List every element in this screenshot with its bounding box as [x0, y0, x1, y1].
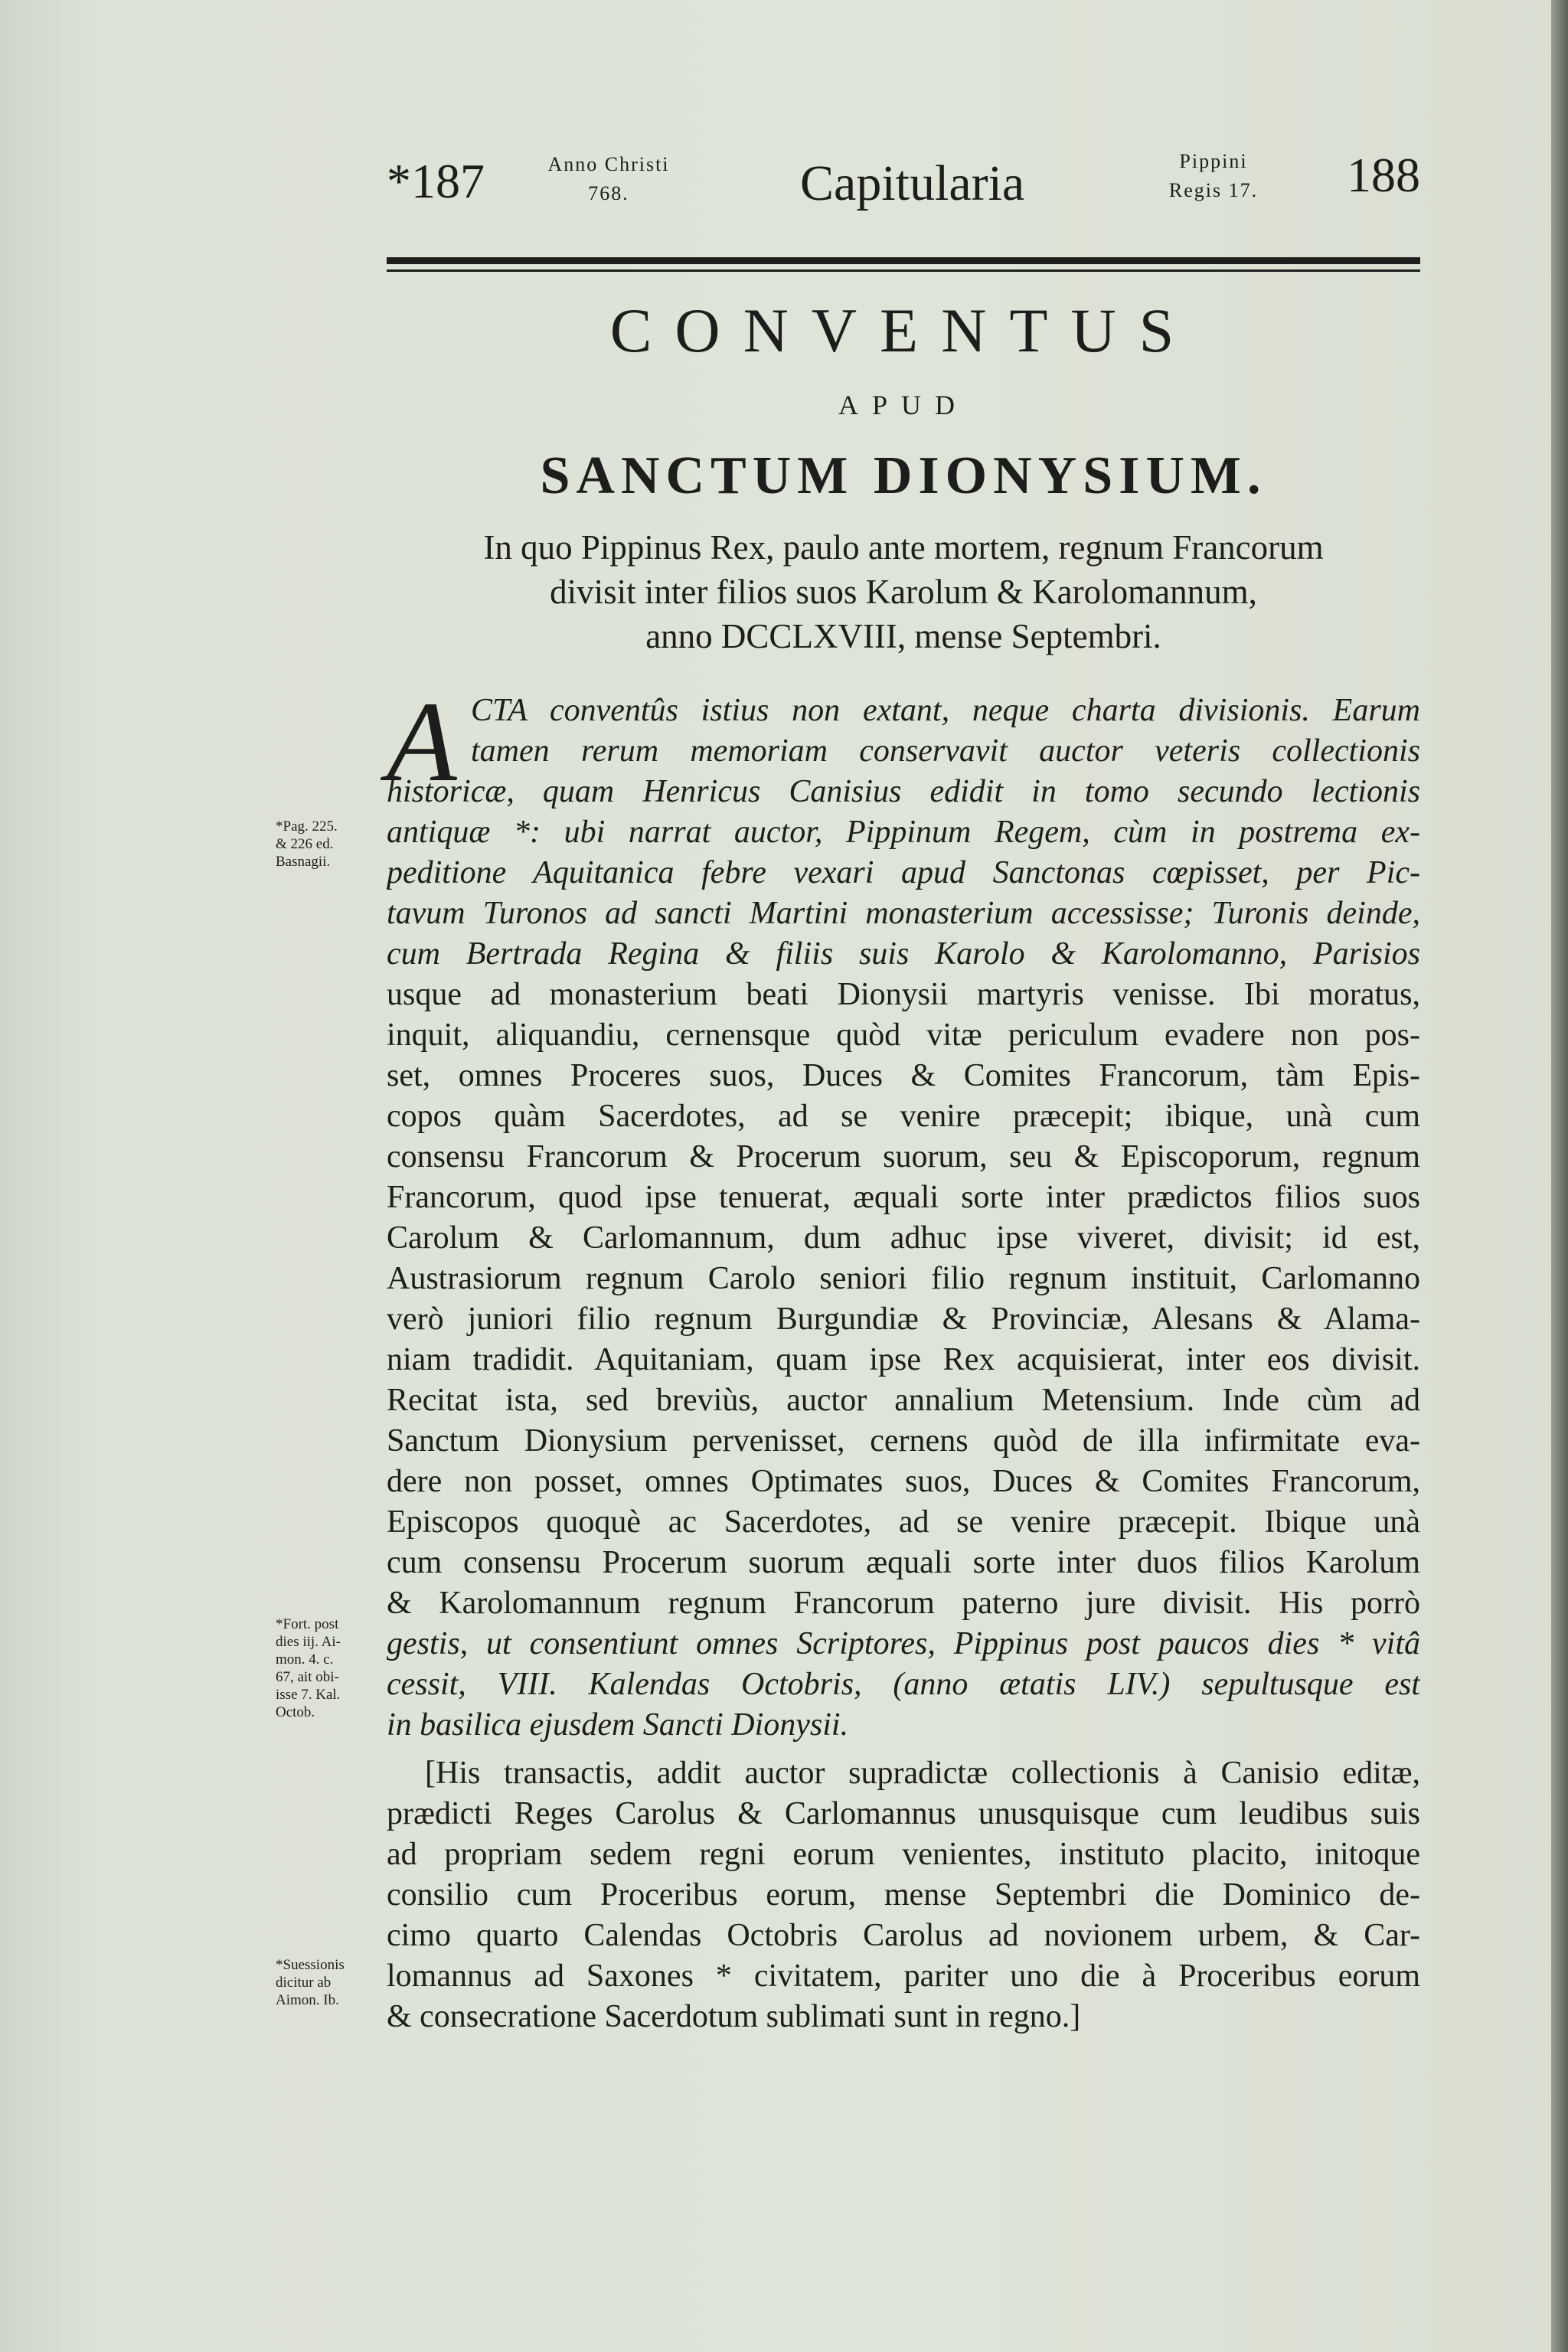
margin-note-line: Aimon. Ib.	[276, 1992, 339, 2008]
running-head-left-line: Anno Christi	[547, 153, 670, 175]
title-line-3: SANCTUM DIONYSIUM.	[540, 446, 1267, 505]
margin-note-1	[276, 818, 383, 871]
body-line: Episcopos quoquè ac Sacerdotes, ad se venire præcepit. Ibique unà	[387, 1504, 1420, 1540]
body-line: tavum Turonos ad sancti Martini monasterium accessisse; Turonis deinde,	[387, 896, 1420, 931]
folio-left: *187	[387, 154, 485, 208]
body-line: gestis, ut consentiunt omnes Scriptores, Pippinus post paucos dies * vitâ	[387, 1626, 1420, 1661]
body-line: Austrasiorum regnum Carolo seniori filio regnum instituit, Carlomanno	[387, 1261, 1420, 1296]
book-spine-edge	[1551, 0, 1568, 2352]
bracket-line: cimo quarto Calendas Octobris Carolus ad novionem urbem, & Car-	[387, 1918, 1420, 1953]
margin-note-2	[276, 1615, 383, 1721]
margin-note-line: isse 7. Kal.	[276, 1687, 341, 1703]
margin-note-3	[276, 1956, 383, 2009]
margin-note-line: & 226 ed.	[276, 836, 334, 852]
margin-note-line: Octob.	[276, 1704, 315, 1720]
body-line: niam tradidit. Aquitaniam, quam ipse Rex acquisierat, inter eos divisit.	[387, 1342, 1420, 1377]
body-line: cum consensu Procerum suorum æquali sorte inter duos filios Karolum	[387, 1545, 1420, 1580]
subtitle	[387, 525, 1420, 658]
bracket-line: & consecratione Sacerdotum sublimati sunt in regno.]	[387, 1999, 1081, 2034]
subtitle-line: anno DCCLXVIII, mense Septembri.	[645, 617, 1161, 655]
folio-right: 188	[1347, 148, 1420, 202]
body-line: dere non posset, omnes Optimates suos, Duces & Comites Francorum,	[387, 1464, 1420, 1499]
body-line: tamen rerum memoriam conservavit auctor veteris collectionis	[471, 733, 1420, 769]
margin-note-line: mon. 4. c.	[276, 1651, 334, 1668]
running-head-right-line: Pippini	[1179, 150, 1248, 172]
margin-note-line: 67, ait obi-	[276, 1669, 339, 1685]
margin-note-line: Basnagii.	[276, 854, 331, 870]
margin-note-line: *Fort. post	[276, 1616, 339, 1632]
body-line: set, omnes Proceres suos, Duces & Comites Francorum, tàm Epis-	[387, 1058, 1420, 1093]
body-line: verò juniori filio regnum Burgundiæ & Provinciæ, Alesans & Alama-	[387, 1302, 1420, 1337]
body-line: Carolum & Carlomannum, dum adhuc ipse viveret, divisit; id est,	[387, 1220, 1420, 1256]
margin-note-line: dies iij. Ai-	[276, 1634, 341, 1650]
body-line: in basilica ejusdem Sancti Dionysii.	[387, 1707, 849, 1743]
body-line: usque ad monasterium beati Dionysii martyris venisse. Ibi moratus,	[387, 977, 1420, 1012]
running-header	[387, 142, 1420, 234]
subtitle-line: divisit inter filios suos Karolum & Karolomannum,	[550, 573, 1257, 611]
body-line: cessit, VIII. Kalendas Octobris, (anno ætatis LIV.) sepultusque est	[387, 1667, 1420, 1702]
title-line-2: APUD	[838, 390, 969, 420]
bracket-line: ad propriam sedem regni eorum venientes, instituto placito, initoque	[387, 1837, 1420, 1872]
margin-note-line: dicitur ab	[276, 1975, 332, 1991]
body-line: historicæ, quam Henricus Canisius edidit in tomo secundo lectionis	[387, 774, 1420, 809]
running-head-left	[509, 150, 708, 208]
running-head-left-line: 768.	[588, 182, 629, 204]
body-line: inquit, aliquandiu, cernensque quòd vitæ periculum evadere non pos-	[387, 1018, 1420, 1053]
bracket-line: [His transactis, addit auctor supradictæ collectionis à Canisio editæ,	[425, 1756, 1420, 1791]
body-line: & Karolomannum regnum Francorum paterno jure divisit. His porrò	[387, 1586, 1420, 1621]
margin-note-line: *Pag. 225.	[276, 818, 338, 835]
running-title: Capitularia	[800, 155, 1025, 211]
header-rule-thick	[387, 257, 1420, 264]
body-line: Recitat ista, sed breviùs, auctor annalium Metensium. Inde cùm ad	[387, 1383, 1420, 1418]
body-line: consensu Francorum & Procerum suorum, seu & Episcoporum, regnum	[387, 1139, 1420, 1174]
header-rule-thin	[387, 270, 1420, 272]
body-line: antiquæ *: ubi narrat auctor, Pippinum Regem, cùm in postrema ex-	[387, 815, 1420, 850]
title-line-1: CONVENTUS	[609, 296, 1197, 365]
body-text	[387, 678, 1420, 1746]
bracketed-paragraph	[387, 1753, 1420, 2037]
body-line: copos quàm Sacerdotes, ad se venire præcepit; ibique, unà cum	[387, 1099, 1420, 1134]
bracket-line: consilio cum Proceribus eorum, mense Septembri die Dominico de-	[387, 1877, 1420, 1913]
body-line: cum Bertrada Regina & filiis suis Karolo & Karolomanno, Parisios	[387, 936, 1420, 972]
bracket-line: prædicti Reges Carolus & Carlomannus unusquisque cum leudibus suis	[387, 1796, 1420, 1831]
body-line: Sanctum Dionysium pervenisset, cernens quòd de illa infirmitate eva-	[387, 1423, 1420, 1459]
margin-note-line: *Suessionis	[276, 1957, 345, 1973]
running-head-right	[1129, 147, 1298, 205]
bracket-line: lomannus ad Saxones * civitatem, pariter uno die à Proceribus eorum	[387, 1958, 1420, 1994]
subtitle-line: In quo Pippinus Rex, paulo ante mortem, regnum Francorum	[483, 528, 1324, 567]
body-line: CTA conventûs istius non extant, neque charta divisionis. Earum	[471, 693, 1420, 728]
running-head-right-line: Regis 17.	[1168, 179, 1259, 201]
drop-cap: A	[387, 678, 457, 805]
body-line: peditione Aquitanica febre vexari apud Sanctonas cœpisset, per Pic-	[387, 855, 1420, 890]
body-line: Francorum, quod ipse tenuerat, æquali sorte inter prædictos filios suos	[387, 1180, 1420, 1215]
